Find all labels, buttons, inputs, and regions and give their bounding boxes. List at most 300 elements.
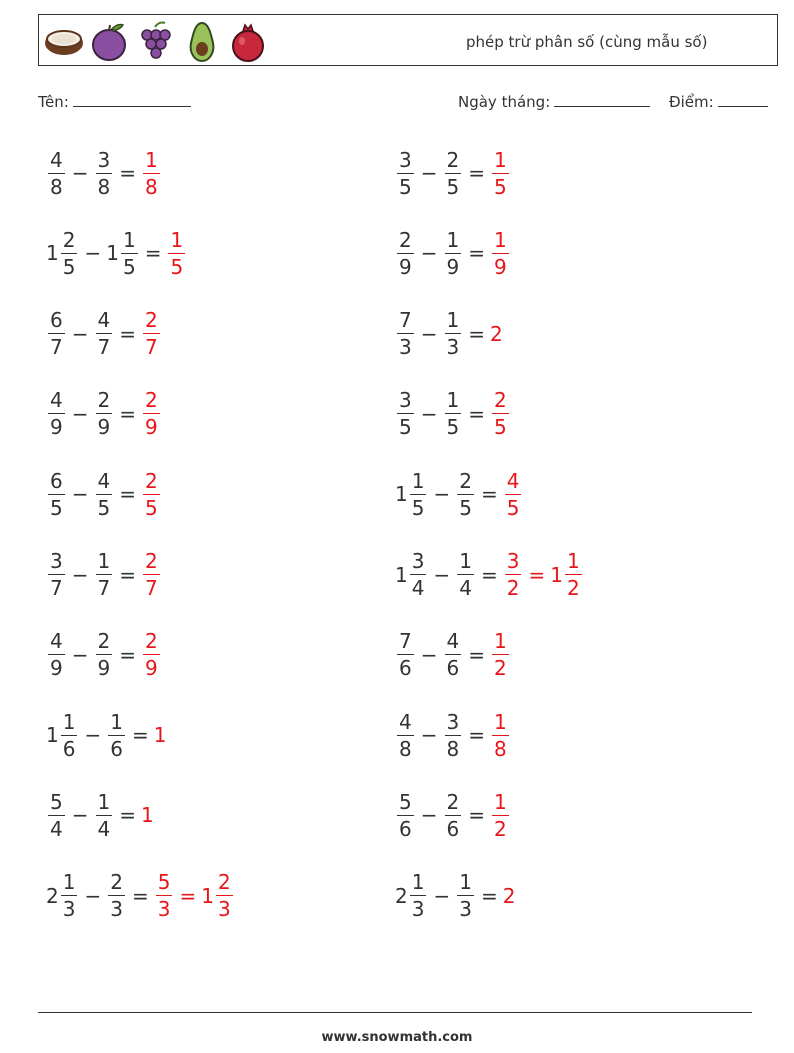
subtrahend-fraction [96, 147, 113, 199]
minuend-fraction [61, 227, 78, 279]
minuend-number [395, 227, 416, 279]
minuend-denominator: 5 [399, 415, 412, 440]
subtrahend-number [443, 629, 464, 681]
minus-sign: − [420, 161, 438, 185]
minuend-denominator: 5 [50, 495, 63, 520]
answer [141, 308, 162, 360]
equals-sign: = [119, 562, 136, 587]
problem-item [395, 785, 511, 845]
problem-item [395, 223, 511, 283]
subtrahend-denominator: 7 [97, 576, 111, 600]
minuend-number [46, 870, 79, 922]
minuend-numerator: 7 [399, 308, 412, 333]
answer-whole: 2 [502, 883, 516, 908]
minus-sign: − [420, 723, 438, 748]
problem-item [46, 866, 235, 926]
subtrahend-numerator: 1 [97, 549, 111, 573]
answer-fraction [168, 227, 185, 279]
answer [490, 227, 511, 279]
answer-number [490, 388, 511, 440]
minus-sign: − [433, 883, 451, 908]
answer-number [490, 147, 511, 199]
minuend-numerator: 4 [50, 629, 63, 654]
answer-numerator: 3 [506, 549, 520, 573]
answer-mixed-numerator: 2 [217, 870, 231, 895]
answer [490, 629, 511, 681]
answer [141, 147, 162, 199]
minus-sign: − [71, 161, 89, 185]
answer-number [503, 884, 516, 908]
answer-number [166, 227, 187, 279]
answer-equals-sign: = [179, 883, 197, 908]
minus-sign: − [420, 642, 438, 667]
answer-fraction [492, 388, 509, 440]
answer-numerator: 2 [145, 468, 158, 493]
subtrahend-fraction [96, 551, 113, 598]
minuend-numerator: 5 [399, 789, 412, 814]
answer-number [141, 308, 162, 360]
subtrahend-fraction [445, 227, 462, 279]
subtrahend-fraction [457, 551, 474, 598]
subtrahend-denominator: 5 [459, 495, 472, 520]
subtrahend-number [443, 388, 464, 440]
answer [503, 551, 584, 598]
minus-sign: − [420, 321, 438, 346]
minuend-number [395, 468, 428, 520]
minuend-number [46, 388, 67, 440]
answer-mixed-denominator: 2 [566, 576, 580, 600]
minuend-fraction [48, 629, 65, 681]
minuend-fraction [48, 147, 65, 199]
equals-sign: = [119, 803, 136, 828]
answer-denominator: 5 [145, 495, 158, 520]
problem-item [395, 384, 511, 444]
subtrahend-denominator: 3 [110, 897, 123, 922]
answer-mixed-fraction [216, 870, 233, 922]
answer-denominator: 9 [145, 415, 158, 440]
minuend-numerator: 3 [399, 388, 412, 413]
minuend-denominator: 3 [399, 335, 412, 360]
answer-numerator: 1 [494, 629, 507, 654]
minuend-number [395, 308, 416, 360]
answer-mixed-numerator: 1 [566, 549, 580, 573]
minuend-number [46, 468, 67, 520]
minuend-number [46, 227, 79, 279]
answer-numerator: 2 [145, 549, 158, 573]
answer-denominator: 2 [506, 576, 520, 600]
minuend-denominator: 4 [411, 576, 425, 600]
subtrahend-numerator: 1 [446, 308, 460, 333]
minuend-fraction [48, 789, 65, 841]
subtrahend-numerator: 4 [97, 468, 111, 493]
coconut-icon [43, 19, 85, 63]
answer [490, 789, 511, 841]
answer-number [141, 147, 162, 199]
subtrahend-number [106, 227, 139, 279]
answer-numerator: 1 [494, 147, 507, 172]
answer-number [490, 322, 503, 346]
page-title: phép trừ phân số (cùng mẫu số) [466, 33, 708, 51]
name-blank[interactable] [73, 92, 191, 107]
answer [490, 388, 511, 440]
answer-fraction [492, 629, 509, 681]
answer-fraction [143, 388, 160, 440]
minuend-denominator: 4 [50, 816, 63, 841]
subtrahend-fraction [445, 388, 462, 440]
answer-fraction [143, 147, 160, 199]
minus-sign: − [84, 241, 102, 266]
grapes-icon [135, 19, 177, 63]
answer-denominator: 8 [145, 174, 158, 199]
minuend-denominator: 7 [50, 335, 63, 360]
answer-mixed-denominator: 3 [217, 897, 231, 922]
subtrahend-denominator: 9 [97, 415, 111, 440]
problem-item [395, 625, 511, 685]
answer [503, 468, 524, 520]
problem-item [46, 705, 166, 765]
subtrahend-fraction [445, 709, 462, 761]
minuend-number [46, 789, 67, 841]
answer-number [154, 870, 175, 922]
minuend-fraction [397, 147, 414, 199]
equals-sign: = [119, 642, 136, 667]
answer [490, 322, 503, 346]
minuend-whole: 1 [46, 241, 59, 266]
minuend-numerator: 4 [50, 388, 63, 413]
minuend-denominator: 5 [399, 174, 412, 199]
minuend-numerator: 3 [411, 549, 425, 573]
subtrahend-denominator: 4 [459, 576, 472, 600]
minus-sign: − [84, 723, 102, 748]
equals-sign: = [119, 321, 136, 346]
minuend-denominator: 8 [50, 174, 63, 199]
minus-sign: − [71, 482, 89, 507]
minus-sign: − [71, 642, 89, 667]
problem-item [395, 143, 511, 203]
answer-fraction [505, 468, 522, 520]
equals-sign: = [144, 241, 162, 266]
minuend-whole: 2 [395, 883, 408, 908]
minuend-whole: 1 [395, 562, 408, 587]
minuend-numerator: 6 [50, 308, 63, 333]
subtrahend-number [106, 709, 127, 761]
answer-fraction [143, 629, 160, 681]
answer-numerator: 1 [494, 789, 507, 814]
minuend-fraction [61, 709, 78, 761]
answer-fraction [143, 551, 160, 598]
minuend-fraction [397, 789, 414, 841]
subtrahend-numerator: 1 [459, 549, 472, 573]
fruit-icons [43, 19, 269, 63]
subtrahend-denominator: 5 [122, 254, 136, 279]
problem-item [46, 625, 162, 685]
equals-sign: = [468, 161, 485, 185]
answer-fraction [492, 147, 509, 199]
equals-sign: = [131, 883, 149, 908]
subtrahend-denominator: 8 [97, 174, 111, 199]
equals-sign: = [131, 723, 149, 748]
answer [503, 884, 516, 908]
equals-sign: = [468, 642, 485, 667]
answer-denominator: 5 [506, 495, 520, 520]
problem-item [46, 143, 162, 203]
answer [490, 147, 511, 199]
subtrahend-denominator: 6 [446, 816, 460, 841]
minuend-numerator: 2 [62, 227, 76, 252]
answer-denominator: 9 [145, 656, 158, 681]
equals-sign: = [480, 562, 498, 587]
minuend-fraction [61, 870, 78, 922]
minuend-denominator: 7 [50, 576, 63, 600]
minuend-fraction [397, 709, 414, 761]
minuend-denominator: 3 [62, 897, 76, 922]
footer-divider [38, 1012, 752, 1013]
answer-whole: 1 [153, 723, 167, 748]
answer-number [141, 629, 162, 681]
answer-mixed-number [201, 870, 234, 922]
answer-numerator: 2 [145, 308, 158, 333]
answer-numerator: 4 [506, 468, 520, 493]
score-field [669, 92, 768, 111]
answer-fraction [143, 468, 160, 520]
answer [141, 803, 154, 827]
subtrahend-number [94, 147, 115, 199]
answer-mixed-whole: 1 [550, 562, 563, 587]
subtrahend-denominator: 8 [446, 736, 460, 761]
subtrahend-numerator: 2 [459, 468, 472, 493]
subtrahend-numerator: 2 [97, 388, 111, 413]
answer-numerator: 2 [145, 388, 158, 413]
problem-item [46, 785, 154, 845]
answer-denominator: 5 [170, 254, 184, 279]
minuend-number [395, 147, 416, 199]
answer-number [490, 789, 511, 841]
subtrahend-fraction [108, 870, 125, 922]
subtrahend-number [443, 709, 464, 761]
subtrahend-numerator: 3 [446, 709, 460, 734]
subtrahend-numerator: 1 [97, 789, 111, 814]
answer-denominator: 9 [494, 254, 507, 279]
problem-item [46, 384, 162, 444]
minuend-numerator: 1 [411, 870, 425, 895]
minuend-numerator: 1 [62, 870, 76, 895]
subtrahend-fraction [445, 629, 462, 681]
subtrahend-denominator: 4 [97, 816, 111, 841]
answer-mixed-number [550, 551, 583, 598]
answer-numerator: 1 [494, 227, 507, 252]
subtrahend-numerator: 4 [446, 629, 460, 654]
date-label: Ngày tháng: [458, 93, 551, 111]
minuend-numerator: 7 [399, 629, 412, 654]
minuend-fraction [48, 308, 65, 360]
subtrahend-number [455, 551, 476, 598]
minuend-fraction [48, 551, 65, 598]
answer [141, 388, 162, 440]
equals-sign: = [119, 482, 136, 507]
header-box [38, 14, 778, 66]
problem-item [395, 866, 515, 926]
minus-sign: − [420, 401, 438, 426]
answer [141, 629, 162, 681]
subtrahend-numerator: 2 [97, 629, 111, 654]
minuend-number [46, 709, 79, 761]
minus-sign: − [420, 803, 438, 828]
minuend-whole: 1 [46, 723, 59, 748]
problem-item [395, 464, 523, 524]
subtrahend-fraction [108, 709, 125, 761]
answer-numerator: 1 [145, 147, 158, 172]
answer [154, 723, 167, 747]
answer-number [141, 388, 162, 440]
minuend-fraction [410, 551, 427, 598]
answer-numerator: 1 [494, 709, 507, 734]
subtrahend-fraction [445, 789, 462, 841]
minuend-denominator: 8 [399, 736, 412, 761]
equals-sign: = [468, 321, 485, 346]
answer-mixed-whole: 1 [201, 883, 214, 908]
date-field [458, 92, 650, 111]
answer-number [503, 551, 524, 598]
minuend-numerator: 2 [399, 227, 412, 252]
answer-denominator: 2 [494, 816, 507, 841]
subtrahend-fraction [96, 629, 113, 681]
subtrahend-numerator: 2 [446, 147, 460, 172]
minuend-number [395, 870, 428, 922]
minus-sign: − [71, 803, 89, 828]
problem-item [395, 545, 584, 605]
subtrahend-denominator: 9 [97, 656, 111, 681]
answer-whole: 2 [490, 321, 503, 346]
equals-sign: = [119, 161, 136, 185]
subtrahend-numerator: 1 [446, 227, 460, 252]
minuend-numerator: 5 [50, 789, 63, 814]
subtrahend-denominator: 9 [446, 254, 460, 279]
subtrahend-number [94, 308, 115, 360]
subtrahend-numerator: 4 [97, 308, 111, 333]
subtrahend-number [443, 308, 464, 360]
subtrahend-fraction [96, 789, 113, 841]
minuend-number [395, 709, 416, 761]
answer-number [141, 551, 162, 598]
answer-equals-sign: = [528, 562, 546, 587]
minuend-numerator: 1 [62, 709, 76, 734]
minuend-denominator: 9 [399, 254, 412, 279]
subtrahend-number [94, 388, 115, 440]
subtrahend-denominator: 3 [446, 335, 460, 360]
subtrahend-number [443, 147, 464, 199]
answer [154, 870, 235, 922]
subtrahend-denominator: 5 [446, 415, 460, 440]
date-blank[interactable] [554, 92, 650, 107]
minuend-number [395, 388, 416, 440]
answer-fraction [505, 551, 522, 598]
problem-item [395, 705, 511, 765]
subtrahend-numerator: 1 [110, 709, 123, 734]
answer-numerator: 2 [494, 388, 507, 413]
minuend-numerator: 4 [399, 709, 412, 734]
subtrahend-fraction [121, 227, 138, 279]
answer-denominator: 7 [145, 335, 158, 360]
avocado-icon [181, 19, 223, 63]
score-label: Điểm: [669, 93, 714, 111]
minuend-whole: 1 [395, 482, 408, 507]
name-label: Tên: [38, 93, 69, 111]
minuend-denominator: 9 [50, 656, 63, 681]
subtrahend-number [94, 789, 115, 841]
minuend-whole: 2 [46, 883, 59, 908]
subtrahend-numerator: 2 [446, 789, 460, 814]
subtrahend-fraction [96, 388, 113, 440]
minus-sign: − [433, 562, 451, 587]
subtrahend-number [455, 870, 476, 922]
minuend-number [395, 789, 416, 841]
problem-item [46, 223, 187, 283]
subtrahend-number [94, 551, 115, 598]
subtrahend-numerator: 1 [122, 227, 136, 252]
equals-sign: = [119, 401, 136, 426]
answer-denominator: 7 [145, 576, 158, 600]
answer-fraction [492, 709, 509, 761]
answer-fraction [143, 308, 160, 360]
subtrahend-denominator: 5 [446, 174, 460, 199]
answer-denominator: 3 [157, 897, 171, 922]
answer-number [141, 468, 162, 520]
subtrahend-numerator: 1 [459, 870, 472, 895]
answer-number [490, 629, 511, 681]
subtrahend-number [94, 629, 115, 681]
subtrahend-fraction [445, 147, 462, 199]
minuend-number [46, 629, 67, 681]
minuend-fraction [48, 388, 65, 440]
minuend-denominator: 6 [62, 736, 76, 761]
subtrahend-fraction [457, 870, 474, 922]
answer-fraction [156, 870, 173, 922]
subtrahend-number [455, 468, 476, 520]
pomegranate-icon [227, 19, 269, 63]
subtrahend-denominator: 7 [97, 335, 111, 360]
minuend-numerator: 6 [50, 468, 63, 493]
minuend-denominator: 5 [411, 495, 425, 520]
subtrahend-denominator: 6 [110, 736, 123, 761]
minuend-fraction [410, 870, 427, 922]
minuend-denominator: 6 [399, 816, 412, 841]
minuend-number [395, 551, 428, 598]
minus-sign: − [420, 241, 438, 266]
subtrahend-numerator: 1 [446, 388, 460, 413]
minuend-denominator: 6 [399, 656, 412, 681]
answer [490, 709, 511, 761]
minuend-number [46, 308, 67, 360]
minuend-numerator: 4 [50, 147, 63, 172]
answer-number [490, 227, 511, 279]
answer-number [503, 468, 524, 520]
subtrahend-number [443, 227, 464, 279]
answer [141, 551, 162, 598]
minuend-fraction [397, 629, 414, 681]
problem-item [46, 545, 162, 605]
equals-sign: = [480, 482, 498, 507]
subtrahend-fraction [96, 468, 113, 520]
subtrahend-number [443, 789, 464, 841]
footer-url: www.snowmath.com [321, 1030, 473, 1045]
equals-sign: = [468, 401, 485, 426]
score-blank[interactable] [718, 92, 768, 107]
plum-icon [89, 19, 131, 63]
minus-sign: − [71, 562, 89, 587]
minus-sign: − [71, 401, 89, 426]
minuend-denominator: 9 [50, 415, 63, 440]
equals-sign: = [468, 723, 485, 748]
